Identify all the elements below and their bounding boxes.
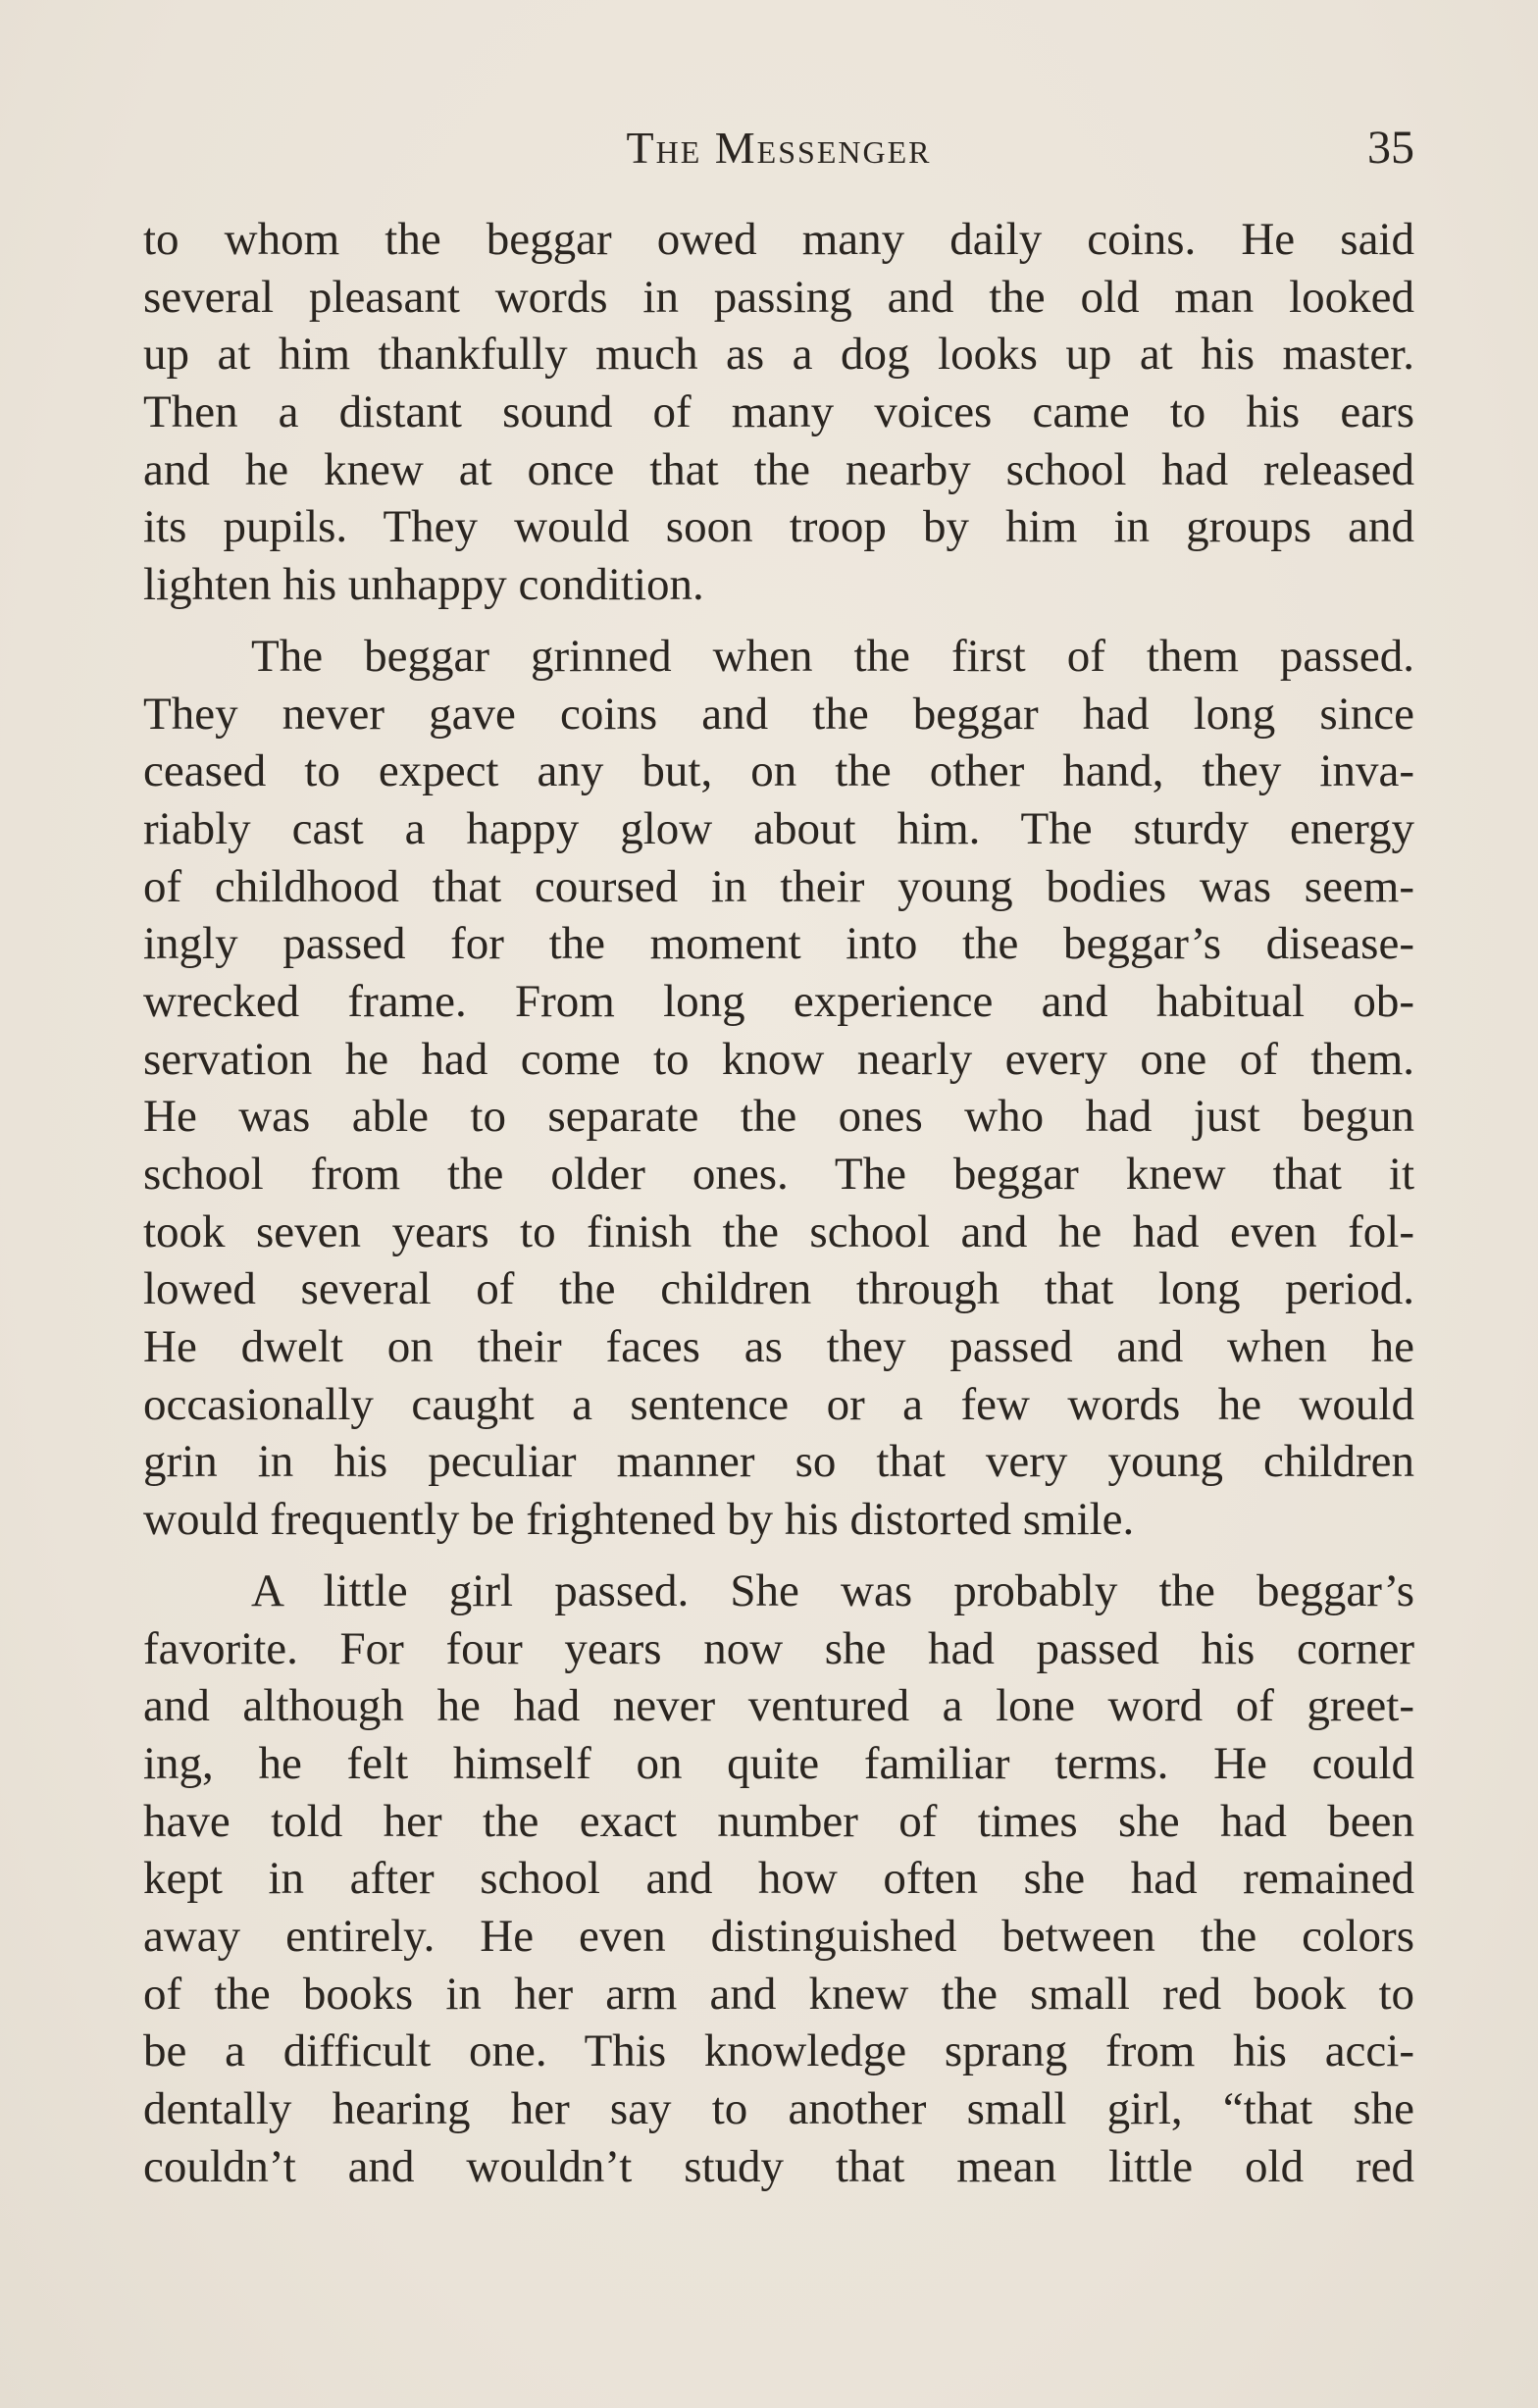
paragraph [143, 628, 1414, 1549]
text-line: would frequently be frightened by his distorted smile. [143, 1494, 1135, 1546]
text-line: its pupils. They would soon troop by him in groups and [143, 501, 1414, 553]
text-line: riably cast a happy glow about him. The sturdy energy [143, 802, 1414, 854]
text-line: took seven years to finish the school and he had even fol- [143, 1205, 1414, 1257]
text-line: He was able to separate the ones who had just begun [143, 1091, 1414, 1143]
paragraph [143, 211, 1414, 614]
text-line: ingly passed for the moment into the beggar’s disease- [143, 918, 1414, 970]
text-line: wrecked frame. From long experience and habitual ob- [143, 975, 1414, 1027]
paragraph [143, 1563, 1414, 2196]
text-line: up at him thankfully much as a dog looks up at his master. [143, 329, 1414, 381]
text-line: lowed several of the children through that long period. [143, 1263, 1414, 1315]
text-line: dentally hearing her say to another small girl, “that she [143, 2083, 1414, 2134]
running-head [143, 114, 1414, 182]
text-line: grin in his peculiar manner so that very young children [143, 1436, 1414, 1488]
text-line: occasionally caught a sentence or a few words he would [143, 1378, 1414, 1430]
text-line: He dwelt on their faces as they passed and when he [143, 1321, 1414, 1373]
page-number: 35 [1367, 122, 1414, 174]
text-line: have told her the exact number of times she had been [143, 1795, 1414, 1847]
text-line: and although he had never ventured a lone word of greet- [143, 1680, 1414, 1732]
text-line: The beggar grinned when the first of them passed. [251, 630, 1414, 682]
running-title: The Messenger [626, 123, 932, 173]
text-line: lighten his unhappy condition. [143, 559, 704, 611]
text-line: kept in after school and how often she had remained [143, 1853, 1414, 1905]
text-line: favorite. For four years now she had passed his corner [143, 1622, 1414, 1674]
text-line: Then a distant sound of many voices came to his ears [143, 386, 1414, 438]
text-line: ceased to expect any but, on the other hand, they inva- [143, 745, 1414, 797]
text-line: school from the older ones. The beggar knew that it [143, 1149, 1414, 1200]
text-line: to whom the beggar owed many daily coins. He said [143, 214, 1414, 265]
text-line: couldn’t and wouldn’t study that mean little old red [143, 2140, 1414, 2192]
text-line: and he knew at once that the nearby school had released [143, 443, 1414, 495]
text-line: away entirely. He even distinguished between the colors [143, 1910, 1414, 1962]
text-line: several pleasant words in passing and the old man looked [143, 271, 1414, 323]
text-line: They never gave coins and the beggar had long since [143, 688, 1414, 740]
text-line: of childhood that coursed in their young bodies was seem- [143, 860, 1414, 912]
text-line: of the books in her arm and knew the small red book to [143, 1968, 1414, 2020]
body-text [143, 211, 1414, 2195]
text-line: be a difficult one. This knowledge sprang from his acci- [143, 2025, 1414, 2077]
text-line: ing, he felt himself on quite familiar terms. He could [143, 1737, 1414, 1789]
text-line: A little girl passed. She was probably the beggar’s [251, 1564, 1414, 1616]
text-line: servation he had come to know nearly every one of them. [143, 1033, 1414, 1085]
